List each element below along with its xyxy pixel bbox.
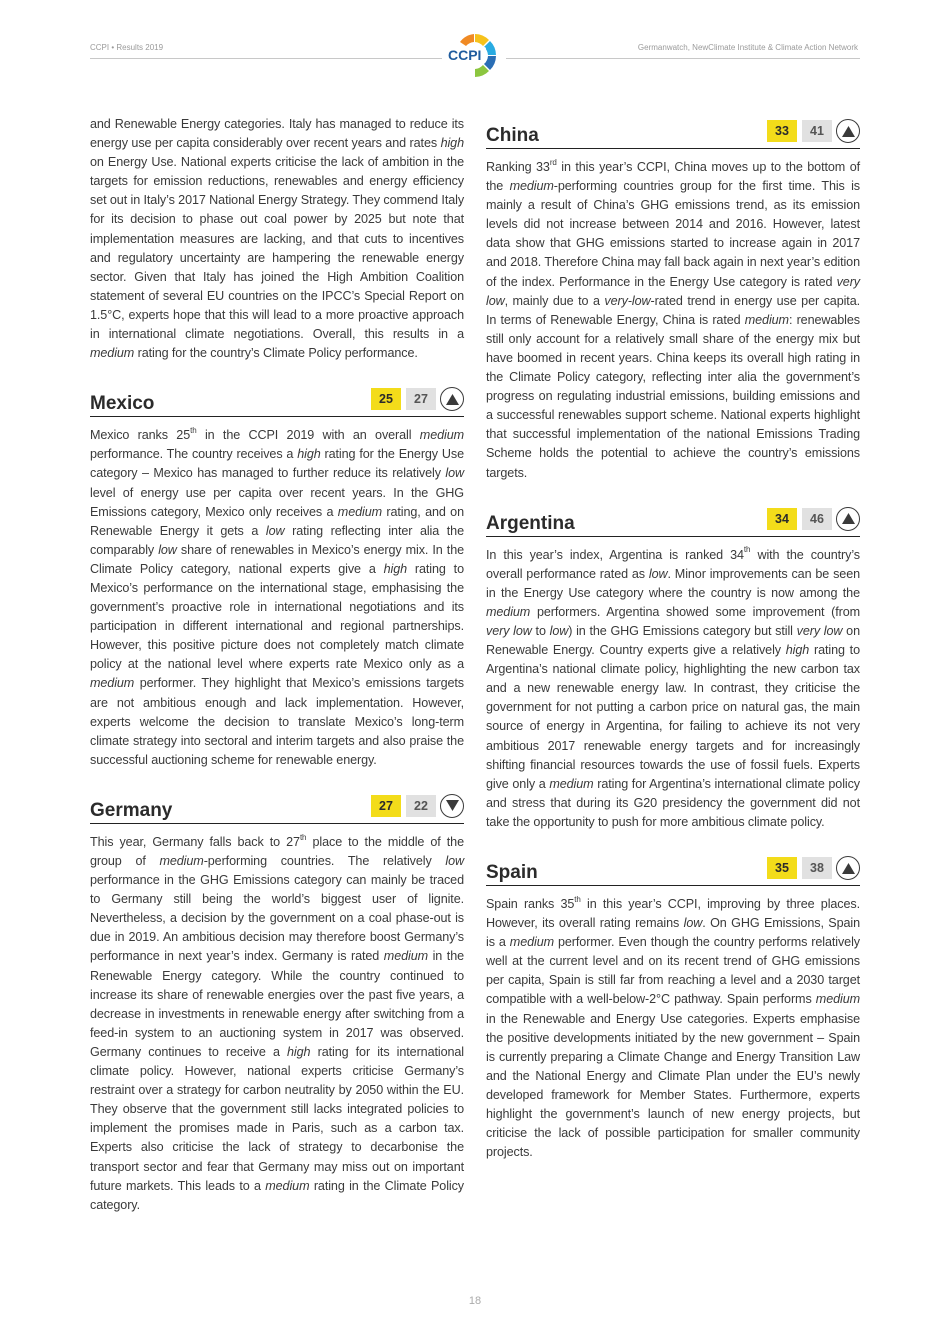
previous-rank-badge: 22 [406,795,436,817]
rating-term: high [297,447,321,462]
ordinal-suffix: th [743,545,751,555]
previous-rank-badge: 27 [406,388,436,410]
rating-term: medium [383,949,428,964]
ranking-badges [371,387,464,411]
previous-rank-badge: 41 [802,120,832,142]
ordinal-suffix: th [574,894,581,904]
rating-term: low [445,854,464,868]
rating-term: low [265,523,285,538]
ranking-badges [767,119,860,143]
rating-term: high [440,136,464,151]
rating-term: medium [419,428,464,443]
ordinal-suffix: th [299,832,307,842]
rating-term: low [648,566,668,581]
ranking-badges [767,507,860,531]
section-body: In this year’s index, Argentina is ranked 34th with the country’s overall performance rated as low. Minor improvements can be seen in the Energy Use category where the country is now among the medium performers. Argentina showed some improvement (from very low to low) in the GHG Emissions category but still very low on Renewable Energy. Country experts give a relatively high rating to Argentina’s national climate policy, highlighting the new carbon tax and a new renewable energy law. In contrast, they criticise the government for not putting a carbon price on natural gas, the main source of energy in Argentina, for failing to achieve its not very ambitious 2017 renewable energy targets and for increasingly shifting financial resources towards the use of fossil fuels. Experts give only a medium rating for Argentina’s international climate policy and stress that during its G20 presidency the government did not take the opportunity to push for more ambitious climate policy. [486,545,860,829]
section-body: Ranking 33rd in this year’s CCPI, China moves up to the bottom of the medium-performing countries group for the first time. This is mainly a result of China’s GHG emissions trend, as its emission levels did not increase between 2014 and 2016. However, latest data show that GHG emissions started to increase again in 2017 and 2018. Therefore China may fall back again in next year’s edition of the index. Performance in the Energy Use category is rated very low, mainly due to a very-low-rated trend in energy use per capita. In terms of Renewable Energy, China is rated medium: renewables still only account for a relatively small share of the energy mix but have boomed in recent years. China keeps its overall high rating in the Climate Policy category, reflecting inter alia the government’s progress on regulating industrial emissions, building emissions and a successful renewables support scheme. National experts highlight that successful implementation of the national Emissions Trading Scheme holds the potential to achieve the country’s emissions targets. [486,157,861,480]
rating-term: medium [744,312,789,327]
running-header-right: Germanwatch, NewClimate Institute & Climate Action Network [637,43,858,52]
rating-term: medium [265,1178,310,1193]
rating-term: low [683,916,703,931]
rating-term: high [785,643,810,658]
trend-up-icon [440,387,464,411]
rating-term: medium [549,776,594,791]
rating-term: high [383,561,408,576]
ordinal-suffix: th [190,426,197,436]
rating-term: very low [486,623,532,638]
previous-rank-badge: 46 [802,508,832,530]
current-rank-badge: 35 [767,857,797,879]
section-germany [90,790,464,1215]
right-column [486,115,860,1162]
ccpi-logo [440,28,508,86]
rating-term: medium [337,504,382,519]
section-header [90,383,464,417]
current-rank-badge: 25 [371,388,401,410]
rating-term: very-low [604,293,651,308]
section-title: China [486,125,539,146]
section-header [486,115,860,149]
ordinal-suffix: rd [549,157,557,167]
current-rank-badge: 34 [767,508,797,530]
rating-term: medium [159,854,204,868]
section-body: Spain ranks 35th in this year’s CCPI, improving by three places. However, its overall rating remains low. On GHG Emissions, Spain is a medium performer. Even though the country performs relatively well at the current level and on its recent trend of GHG emissions per capita, Spain is still far from reaching a level and a 2030 target compatible with a well-below-2°C pathway. Spain performs medium in the Renewable and Energy Use categories. Experts emphasise the positive developments initiated by the new government – Spain is currently preparing a Climate Change and Energy Transition Law and the National Energy and Climate Plan under the EU’s newly developed framework for Member States. Furthermore, experts highlight the government’s launch of new energy projects, but criticise the lack of possible participation for smaller community projects. [486,894,860,1160]
section-argentina [486,503,860,832]
section-title: Argentina [486,512,575,534]
section-spain [486,852,860,1162]
current-rank-badge: 33 [767,120,797,142]
section-header [90,790,464,824]
section-header [486,852,860,886]
rating-term: medium [90,346,135,361]
section-title: Mexico [90,393,155,415]
rating-term: medium [90,676,135,691]
rating-term: medium [509,179,554,194]
ccpi-logo-text: CCPI [448,47,482,63]
header-rule-left [90,58,442,59]
rating-term: low [445,466,464,481]
section-header [486,503,860,537]
page-number: 18 [468,1295,482,1307]
rating-term: very low [796,623,843,638]
rating-term: low [549,623,569,638]
rating-term: medium [815,992,860,1007]
ranking-badges [371,794,464,818]
rating-term: very low [486,274,860,308]
section-china [486,115,860,483]
rating-term: medium [486,604,531,619]
running-header-left: CCPI • Results 2019 [90,43,164,52]
current-rank-badge: 27 [371,795,401,817]
rating-term: high [287,1044,311,1059]
section-mexico [90,383,464,770]
header-rule-right [506,58,860,59]
section-title: Germany [90,799,173,821]
section-title: Spain [486,862,538,883]
trend-up-icon [836,856,860,880]
trend-up-icon [836,507,860,531]
ranking-badges [767,856,860,880]
trend-down-icon [440,794,464,818]
trend-up-icon [836,119,860,143]
italy-continuation-text: and Renewable Energy categories. Italy has managed to reduce its energy use per capita considerably over recent years and rates high on Energy Use. National experts criticise the lack of ambition in the targets for emission reductions, renewables and energy efficiency set out in Italy’s 2017 National Energy Strategy. They commend Italy for its decision to phase out coal power by 2025 but note that implementation measures are lacking, and that cuts to incentives and regulatory uncertainty are hampering the renewable energy sector. Given that Italy has joined the High Ambition Coalition statement of several EU countries on the IPCC’s Special Report on 1.5°C, experts hope that this will lead to a more proactive approach in international climate negotiations. Overall, this results in a medium rating for the country’s Climate Policy performance. [90,117,465,361]
rating-term: low [158,542,177,557]
left-column [90,115,464,1215]
previous-rank-badge: 38 [802,857,832,879]
section-body: Mexico ranks 25th in the CCPI 2019 with an overall medium performance. The country receives a high rating for the Energy Use category – Mexico has managed to further reduce its relatively low level of energy use per capita over recent years. In the GHG Emissions category, Mexico only receives a medium rating, and on Renewable Energy it gets a low rating reflecting inter alia the comparably low share of renewables in Mexico’s energy mix. In the Climate Policy category, national experts give a high rating to Mexico’s performance on the international stage, emphasising the government’s proactive role in international negotiations and its participation in different international and regional partnerships. However, this positive picture does not completely match climate policy at the national level where experts rate Mexico only as a medium performer. They highlight that Mexico’s emissions targets are not ambitious enough and lack implementation. However, experts welcome the decision to translate Mexico’s long-term climate strategy into sectoral and interim targets and also praise the successful auctioning scheme for renewable energy. [90,426,465,767]
rating-term: medium [509,935,554,950]
section-body: This year, Germany falls back to 27th place to the middle of the group of medium-performing countries. The relatively low performance in the GHG Emissions category can mainly be traced to Germany still being the world’s biggest user of lignite. Nevertheless, a decision by the government on a coal phase-out is due in 2019. An ambitious decision may therefore boost Germany’s performance in next year’s index. Germany is rated medium in the Renewable Energy category. While the country continued to increase its share of renewable energies over the past five years, a decrease in investments in renewable energy after switching from a feed-in system to an auctioning system in 2017 was observed. Germany continues to receive a high rating for its international climate policy. However, national experts criticise Germany’s restraint over a strategy for carbon neutrality by 2050 within the EU. They observe that the government still lacks integrated policies to implement the promises made in Paris, such as a carbon tax. Experts also criticise the lack of strategy to decarbonise the transport sector and fear that Germany may miss out on important future markets. This leads to a medium rating in the Climate Policy category. [90,832,464,1212]
